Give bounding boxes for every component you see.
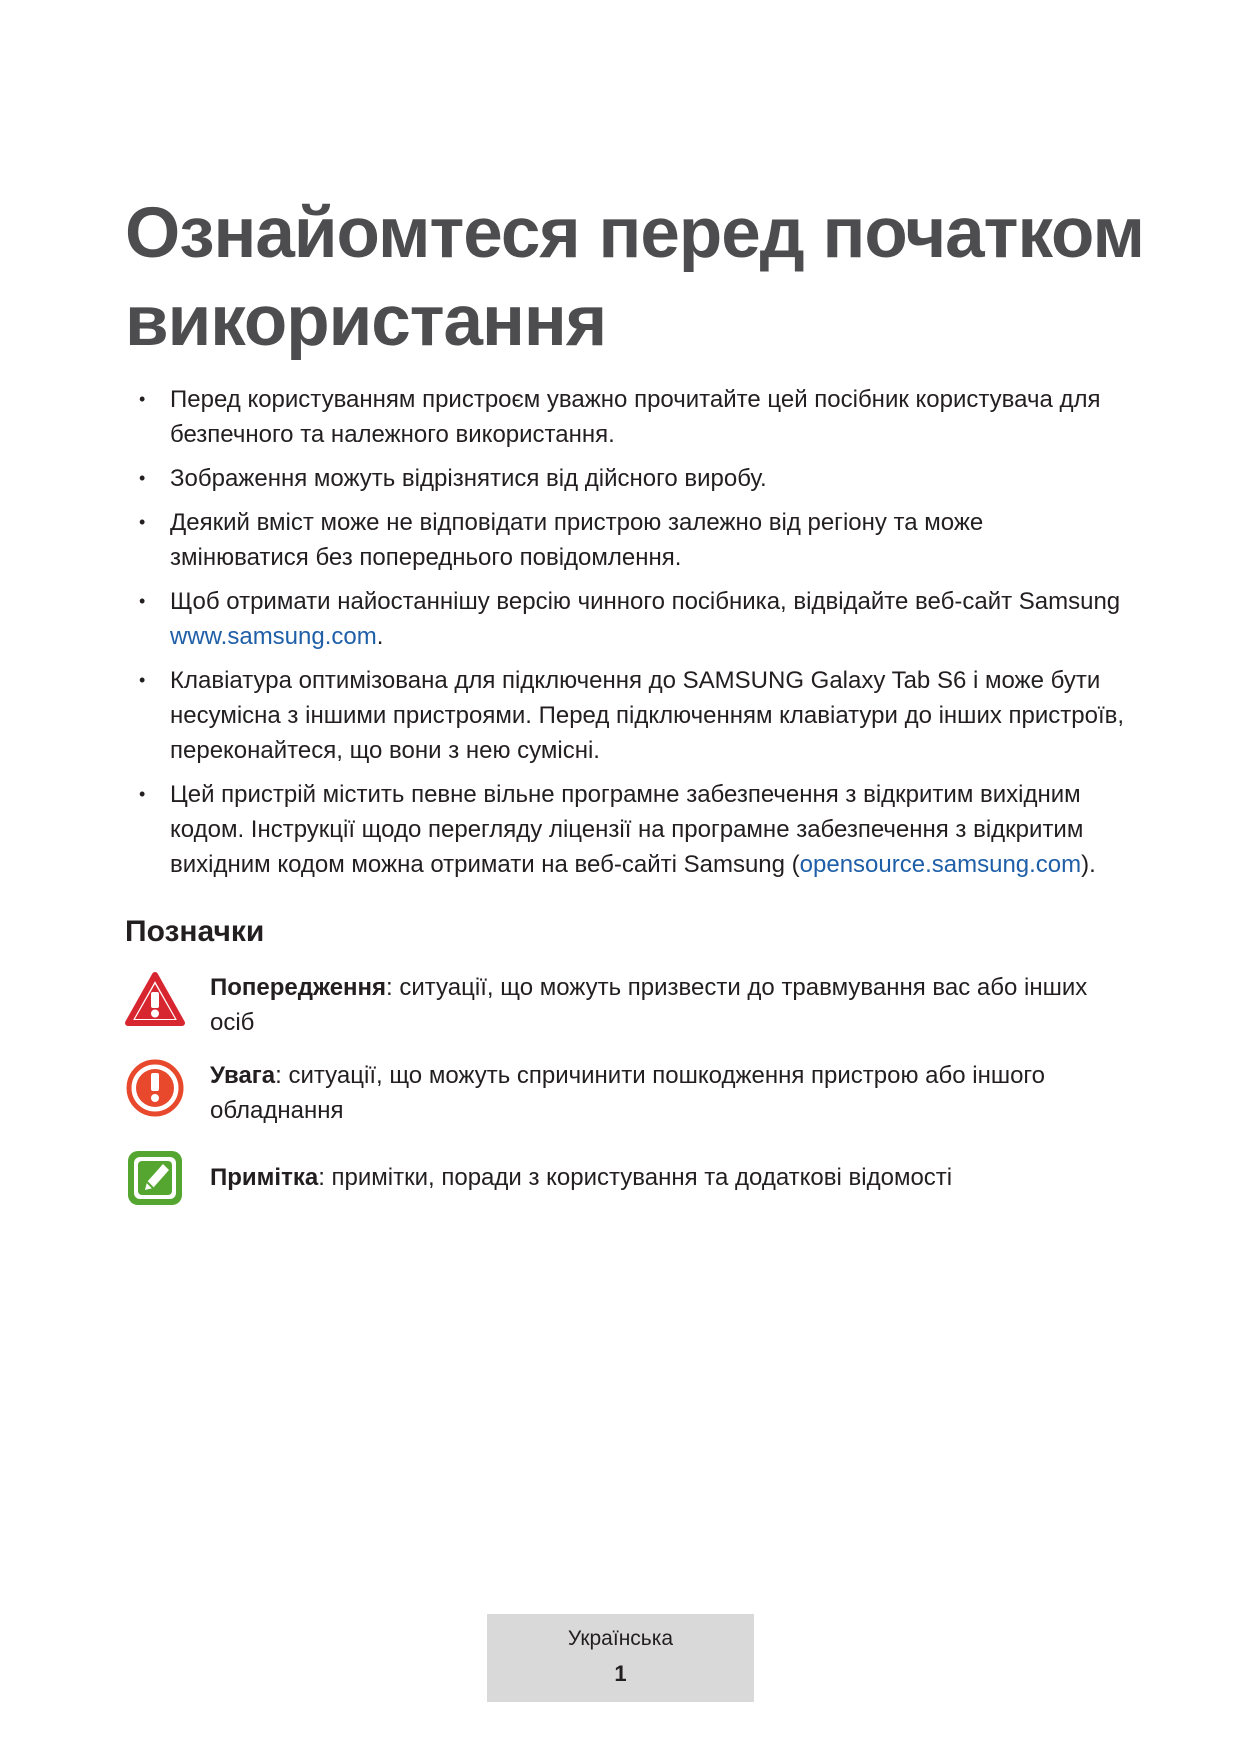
samsung-website-link[interactable]: www.samsung.com	[170, 623, 377, 650]
page-number: 1	[614, 1661, 627, 1686]
bullet-icon: •	[139, 512, 146, 532]
notice-label: Примітка	[210, 1164, 319, 1191]
note-pencil-icon	[125, 1148, 185, 1208]
bullet-text: Цей пристрій містить певне вільне програмне забезпечення з відкритим вихідним кодом. Інструкції щодо перегляду ліцензії на програмне забезпечення з відкритим вихідним кодом можна отримати на веб-сайті Samsung (	[170, 781, 1084, 878]
opensource-website-link[interactable]: opensource.samsung.com	[799, 851, 1082, 878]
warning-triangle-icon	[125, 970, 185, 1030]
bullet-icon: •	[139, 591, 146, 611]
bullet-icon: •	[139, 670, 146, 690]
bullet-text-end: ).	[1081, 851, 1096, 878]
bullet-text: Перед користуванням пристроєм уважно прочитайте цей посібник користувача для безпечного та належного використання.	[170, 386, 1101, 448]
section-title: Позначки	[125, 915, 265, 948]
list-item	[125, 461, 1125, 496]
info-bullet-list	[125, 382, 1125, 891]
caution-exclamation-icon	[125, 1058, 185, 1118]
notice-label: Попередження	[210, 974, 387, 1001]
bullet-icon: •	[139, 784, 146, 804]
notice-text: : ситуації, що можуть призвести до травмування вас або інших осіб	[210, 974, 1088, 1036]
list-item	[125, 663, 1125, 768]
list-item	[125, 584, 1125, 654]
bullet-text: Клавіатура оптимізована для підключення до SAMSUNG Galaxy Tab S6 і може бути несумісна з іншими пристроями. Перед підключенням клавіатури до інших пристроїв, переконайтеся, що вони з нею сумісні.	[170, 667, 1125, 764]
bullet-icon: •	[139, 468, 146, 488]
notice-text: : ситуації, що можуть спричинити пошкодження пристрою або іншого обладнання	[210, 1062, 1046, 1124]
page-footer	[487, 1614, 754, 1702]
list-item	[125, 777, 1125, 882]
bullet-text: Зображення можуть відрізнятися від дійсного виробу.	[170, 465, 767, 492]
list-item	[125, 505, 1125, 575]
list-item	[125, 382, 1125, 452]
bullet-text-end: .	[376, 623, 384, 650]
footer-language: Українська	[567, 1627, 674, 1650]
notice-text: : примітки, поради з користування та додаткові відомості	[318, 1164, 953, 1191]
bullet-text: Щоб отримати найостаннішу версію чинного посібника, відвідайте веб-сайт Samsung	[170, 588, 1121, 615]
bullet-icon: •	[139, 389, 146, 409]
notice-label: Увага	[210, 1062, 276, 1089]
bullet-text: Деякий вміст може не відповідати пристрою залежно від регіону та може змінюватися без попереднього повідомлення.	[170, 509, 984, 571]
page-title: Ознайомтеся перед початком використання	[125, 194, 1144, 361]
